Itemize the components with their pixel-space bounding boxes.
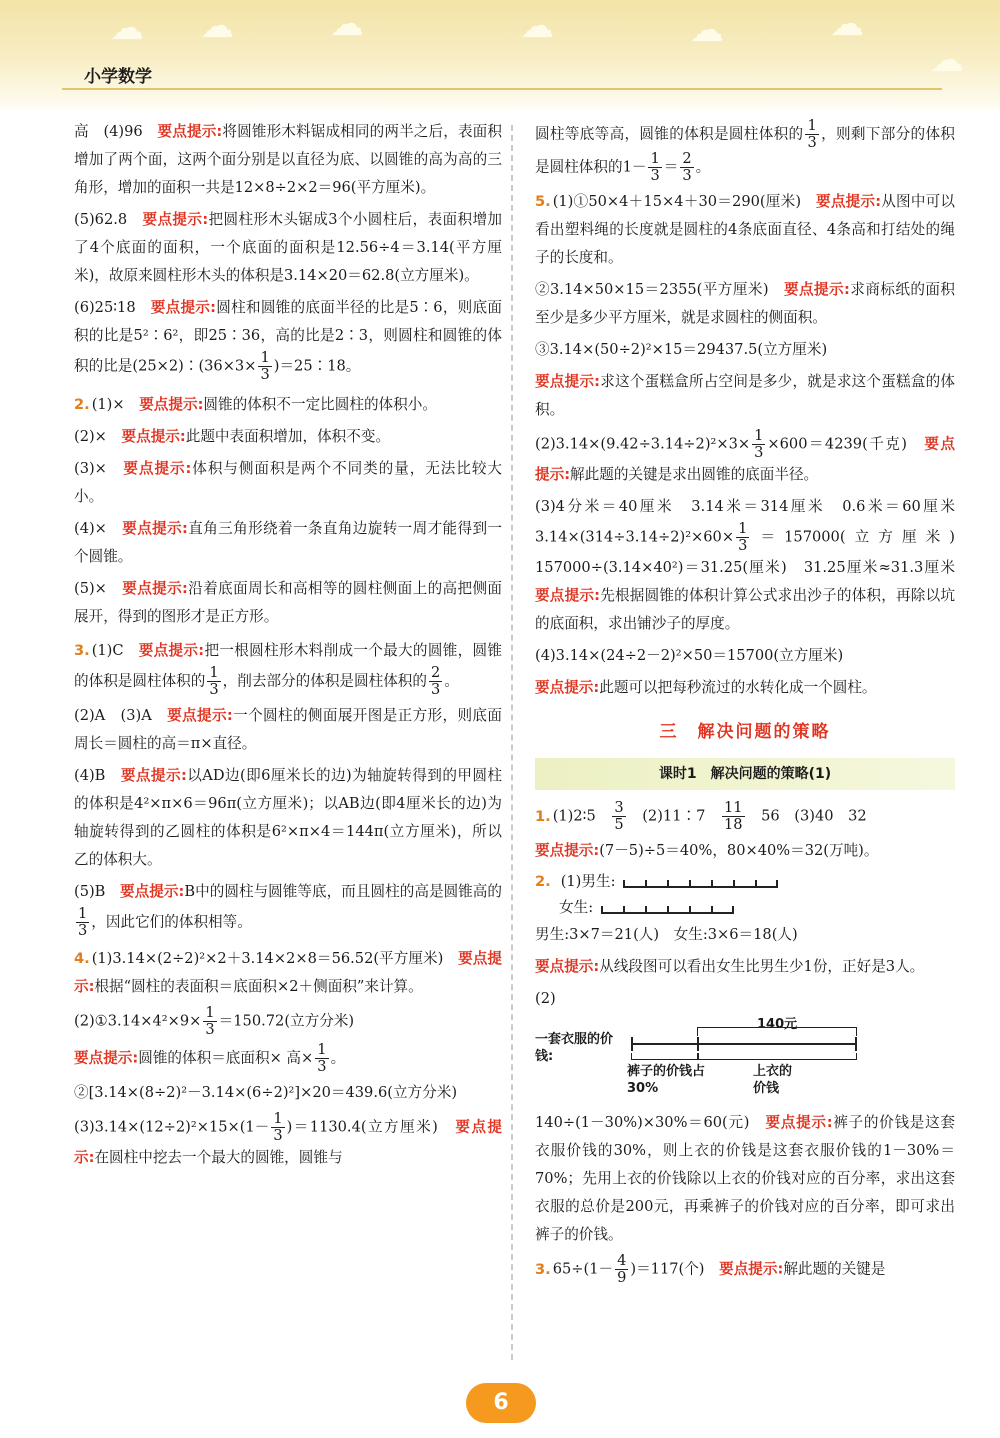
fraction: $\frac{3}{5}$ (614, 799, 624, 833)
answer-paragraph: (2)①3.14×4²×9× $\frac{1}{3}$ ＝150.72(立方分米) (74, 1004, 355, 1038)
answer-paragraph: (5)B 要点提示:B中的圆柱与圆锥等底，而且圆柱的高是圆锥高的 $\frac{1}{3}$ ，因此它们的体积相等。 (74, 883, 503, 939)
fraction: $\frac{1}{3}$ (754, 427, 764, 461)
answer-paragraph: (4)× 要点提示:直角三角形绕着一条直角边旋转一周才能得到一个圆锥。 (74, 520, 502, 565)
fraction: $\frac{1}{3}$ (317, 1041, 327, 1075)
cloud-icon: ☁ (200, 6, 234, 46)
header-rule (62, 88, 942, 90)
subject-title: 小学数学 (84, 67, 152, 87)
answer-paragraph: (3)× 要点提示:体积与侧面积是两个不同类的量，无法比较大小。 (74, 460, 502, 505)
fraction: $\frac{1}{3}$ (738, 520, 748, 554)
answer-paragraph: 140÷(1－30%)×30%＝60(元) 要点提示:裤子的价钱是这套衣服价钱的30%，则上衣的价钱是这套衣服价钱的1－30%＝70%；先用上衣的价钱除以上衣的价钱对应的百分率，求出这套衣服的总价是200元，再乘裤子的价钱对应的百分率，即可求出裤子的价钱。 (535, 1114, 955, 1243)
bracket-top-clothes (697, 1053, 857, 1060)
line-segment-girls: 女生: (535, 895, 955, 921)
cloud-icon: ☁ (330, 4, 364, 44)
left-column (74, 118, 502, 1176)
price-segment (631, 1043, 856, 1045)
cloud-icon: ☁ (690, 10, 724, 50)
answer-paragraph: 3. 65÷(1－ $\frac{4}{9}$ )＝117(个) 要点提示:解此题的关键是 (535, 1252, 886, 1286)
answer-paragraph: (4)3.14×(24÷2－2)²×50＝15700(立方厘米) (535, 647, 844, 664)
answer-paragraph: 要点提示:此题可以把每秒流过的水转化成一个圆柱。 (535, 679, 877, 696)
fraction: $\frac{1}{3}$ (807, 117, 817, 151)
answer-paragraph: 5. (1)①50×4＋15×4＋30＝290(厘米) 要点提示:从图中可以看出塑料绳的长度就是圆柱的4条底面直径、4条高和打结处的绳子的长度和。 (535, 193, 955, 266)
answer-paragraph: 圆柱等底等高，圆锥的体积是圆柱体积的 $\frac{1}{3}$ ，则剩下部分的体积是圆柱体积的1－ $\frac{1}{3}$ ＝ $\frac{2}{3}$ 。 (535, 117, 955, 184)
fraction: $\frac{1}{3}$ (209, 664, 219, 698)
line-segment-boys: 2. (1)男生: (535, 869, 955, 895)
answer-paragraph: (2)× 要点提示:此题中表面积增加，体积不变。 (74, 428, 391, 445)
cloud-icon: ☁ (520, 6, 554, 46)
answer-paragraph: 4. (1)3.14×(2÷2)²×2＋3.14×2×8＝56.52(平方厘米) 要点提示:根据“圆柱的表面积＝底面积×2＋侧面积”来计算。 (74, 950, 502, 995)
price-label: 140元 (757, 1017, 798, 1032)
answer-paragraph: (3)4分米＝40厘米 3.14米＝314厘米 0.6米＝60厘米 3.14×(314÷3.14÷2)²×60× $\frac{1}{3}$ ＝157000(立方厘米) 157000÷(3.14×40²)＝31.25(厘米) 31.25厘米≈31.3厘米 要点提示:先根据圆锥的体积计算公式求出沙子的体积，再除以坑的底面积，求出铺沙子的厚度。 (535, 498, 970, 632)
answer-paragraph: ②3.14×50×15＝2355(平方厘米) 要点提示:求商标纸的面积至少是多少平方厘米，就是求圆柱的侧面积。 (535, 281, 955, 326)
fraction: $\frac{2}{3}$ (682, 150, 692, 184)
cloud-icon: ☁ (110, 8, 144, 48)
fraction: $\frac{2}{3}$ (430, 664, 441, 698)
answer-paragraph: (3)3.14×(12÷2)²×15×(1－ $\frac{1}{3}$ )＝1130.4(立方厘米) 要点提示:在圆柱中挖去一个最大的圆锥，圆锥与 (74, 1110, 502, 1166)
answer-paragraph: 要点提示:求这个蛋糕盒所占空间是多少，就是求这个蛋糕盒的体积。 (535, 373, 955, 418)
answer-paragraph: 3. (1)C 要点提示:把一根圆柱形木料削成一个最大的圆锥，圆锥的体积是圆柱体积的 $\frac{1}{3}$ ，削去部分的体积是圆柱体积的 $\frac{2}{3}$ 。 (74, 642, 502, 698)
page-number: 6 (466, 1383, 536, 1423)
pants-label: 裤子的价钱占30% (627, 1064, 706, 1096)
top-label: 上衣的价钱 (753, 1064, 793, 1096)
right-column (535, 117, 970, 1290)
cloud-icon: ☁ (830, 4, 864, 44)
fraction: $\frac{1}{3}$ (78, 905, 88, 939)
price-diagram (535, 1015, 955, 1103)
header-banner (0, 0, 1000, 110)
total-label: 一套衣服的价钱: (535, 1032, 614, 1064)
bracket-pants (631, 1053, 699, 1060)
answer-paragraph: (2) (535, 990, 556, 1007)
answer-paragraph: (5)× 要点提示:沿着底面周长和高相等的圆柱侧面上的高把侧面展开，得到的图形才是正方形。 (74, 580, 502, 625)
segment-bar (601, 902, 734, 914)
answer-paragraph: (4)B 要点提示:以AD边(即6厘米长的边)为轴旋转得到的甲圆柱的体积是4²×π×6＝96π(立方厘米)；以AB边(即4厘米长的边)为轴旋转得到的乙圆柱的体积是6²×π×4＝144π(立方厘米)，所以乙的体积大。 (74, 767, 502, 868)
lesson-title: 课时1 解决问题的策略(1) (535, 758, 955, 790)
answer-paragraph: 1. (1)2∶5 $\frac{3}{5}$ (2)11∶7 $\frac{11}{18}$ 56 (3)40 32 (535, 799, 867, 833)
answer-paragraph: 高 (4)96 要点提示:将圆锥形木料锯成相同的两半之后，表面积增加了两个面，这两个面分别是以直径为底、以圆锥的高为高的三角形，增加的面积一共是12×8÷2×2＝96(平方厘米)。 (74, 123, 502, 196)
fraction: $\frac{11}{18}$ (723, 799, 743, 833)
fraction: $\frac{1}{3}$ (273, 1110, 283, 1144)
answer-paragraph: 男生:3×7＝21(人) 女生:3×6＝18(人) (535, 926, 798, 943)
answer-paragraph: ②[3.14×(8÷2)²－3.14×(6÷2)²]×20＝439.6(立方分米) (74, 1084, 458, 1101)
answer-paragraph: (2)A (3)A 要点提示:一个圆柱的侧面展开图是正方形，则底面周长＝圆柱的高＝π×直径。 (74, 707, 502, 752)
fraction: $\frac{1}{3}$ (260, 349, 270, 383)
answer-paragraph: 要点提示:从线段图可以看出女生比男生少1份，正好是3人。 (535, 958, 925, 975)
segment-bar (623, 876, 778, 888)
bracket-top (697, 1027, 857, 1036)
answer-paragraph: 2. (1)× 要点提示:圆锥的体积不一定比圆柱的体积小。 (74, 396, 437, 413)
answer-paragraph: (6)25∶18 要点提示:圆柱和圆锥的底面半径的比是5∶6，则底面积的比是5²∶6²，即25∶36，高的比是2∶3，则圆柱和圆锥的体积的比是(25×2)∶(36×3× $\frac{1}{3}$ )＝25∶18。 (74, 299, 502, 383)
fraction: $\frac{1}{3}$ (205, 1004, 215, 1038)
fraction: $\frac{1}{3}$ (650, 150, 660, 184)
answer-paragraph: 要点提示:圆锥的体积＝底面积× 高× $\frac{1}{3}$ 。 (74, 1041, 346, 1075)
section-title: 三 解决问题的策略 (659, 722, 831, 742)
fraction: $\frac{4}{9}$ (617, 1252, 627, 1286)
answer-paragraph: (5)62.8 要点提示:把圆柱形木头锯成3个小圆柱后，表面积增加了4个底面的面积，一个底面的面积是12.56÷4＝3.14(平方厘米)，故原来圆柱形木头的体积是3.14×20＝62.8(立方厘米)。 (74, 211, 502, 284)
answer-paragraph: (2)3.14×(9.42÷3.14÷2)²×3× $\frac{1}{3}$ ×600＝4239(千克) 要点提示:解此题的关键是求出圆锥的底面半径。 (535, 427, 955, 483)
answer-paragraph: ③3.14×(50÷2)²×15＝29437.5(立方厘米) (535, 341, 828, 358)
column-divider (511, 125, 513, 1360)
cloud-icon: ☁ (930, 40, 964, 80)
answer-paragraph: 要点提示:(7－5)÷5＝40%，80×40%＝32(万吨)。 (535, 842, 879, 859)
